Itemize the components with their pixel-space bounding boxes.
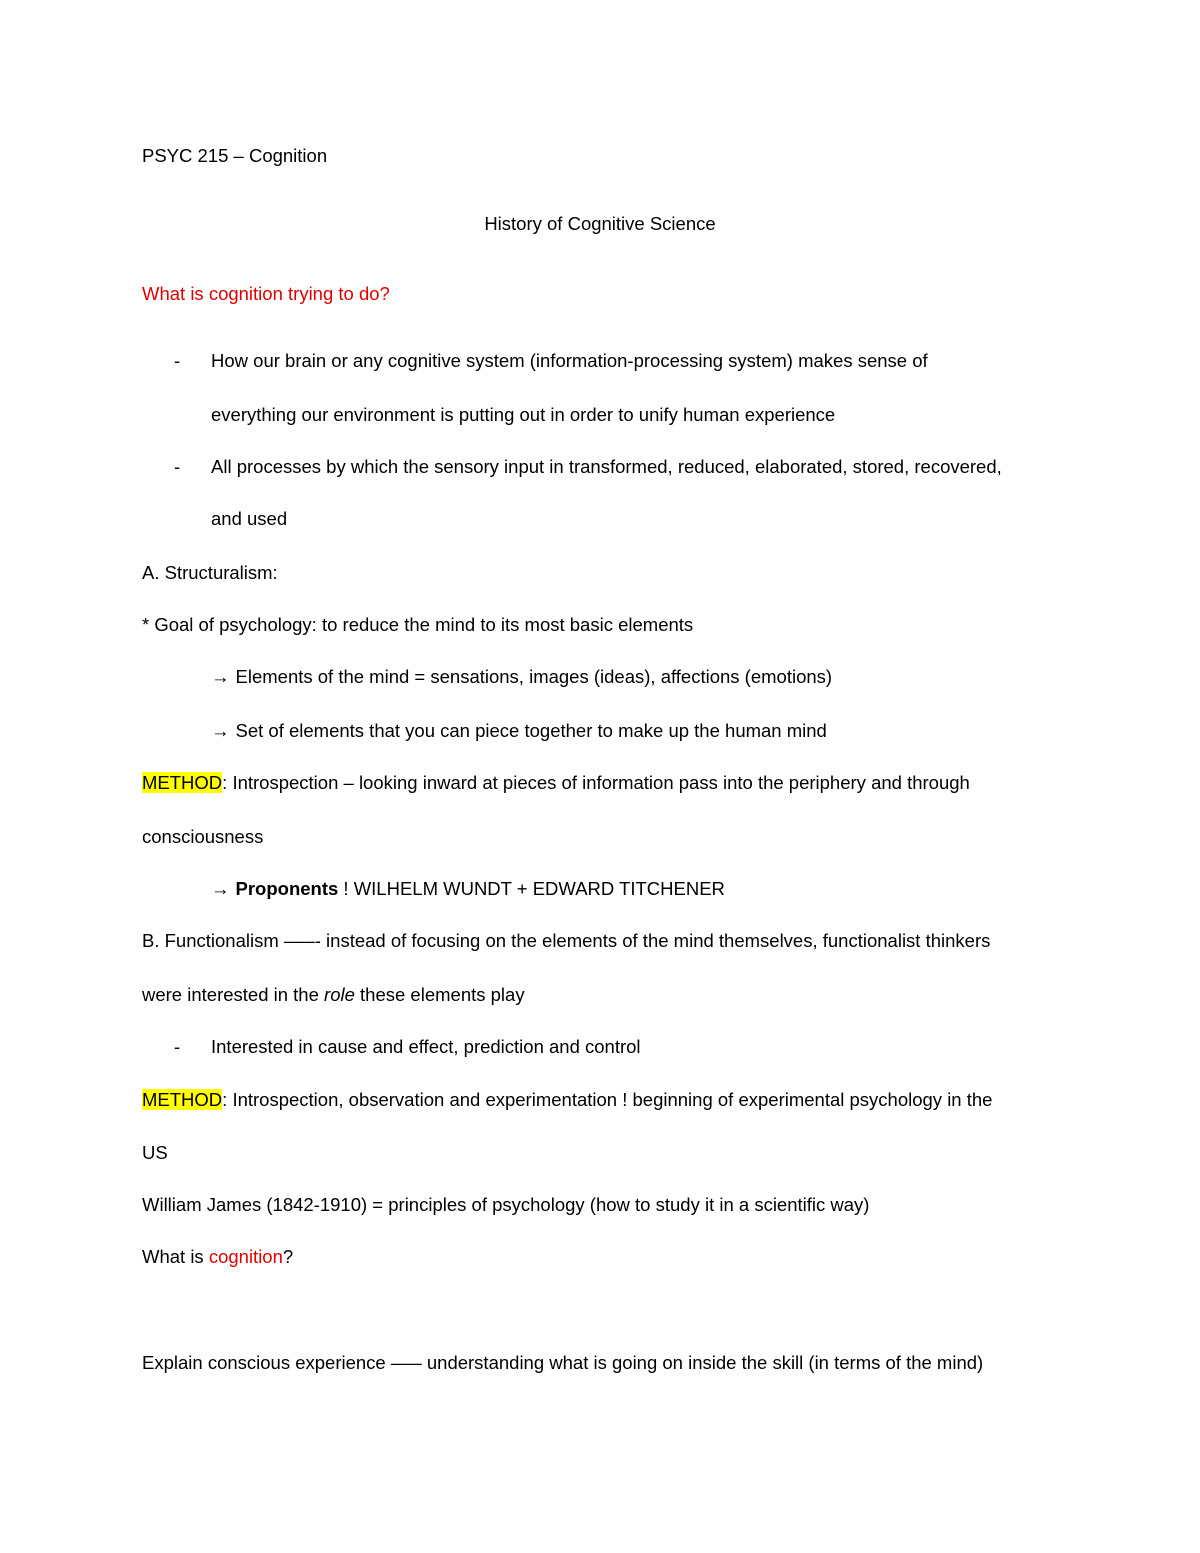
section-question: What is cognition trying to do? [142,283,390,304]
point-text: Elements of the mind = sensations, images (ideas), affections (emotions) [235,666,833,687]
proponents-text: ! WILHELM WUNDT + EDWARD TITCHENER [338,878,725,899]
explain-line: Explain conscious experience ––– understanding what is going on inside the skill (in terms of the mind) [142,1352,984,1373]
page-title: History of Cognitive Science [484,213,716,234]
bullet-line: everything our environment is putting out in order to unify human experience [211,404,836,425]
william-james-line: William James (1842-1910) = principles of psychology (how to study it in a scientific way) [142,1194,870,1215]
text-segment: ? [282,1246,294,1267]
what-is-cognition [142,1245,293,1269]
method-label: METHOD [142,772,223,793]
structuralism-goal: * Goal of psychology: to reduce the mind to its most basic elements [142,614,694,635]
italic-term: role [324,984,355,1005]
method-continuation: US [142,1142,168,1163]
bullet-dash: - [174,1036,181,1057]
functionalism-heading: B. Functionalism –––- instead of focusing on the elements of the mind themselves, functionalist thinkers [142,930,991,951]
text-segment: were interested in the [142,984,325,1005]
method-continuation: consciousness [142,826,264,847]
text-segment: What is [142,1246,209,1267]
functionalism-bullet: Interested in cause and effect, prediction and control [211,1036,641,1057]
proponents-line [211,877,725,901]
bullet-line: All processes by which the sensory input in transformed, reduced, elaborated, stored, recovered, [211,456,1002,477]
arrow-right-icon: → [211,878,230,899]
method-label: METHOD [142,1089,223,1110]
structuralism-point [211,719,827,743]
point-text: Set of elements that you can piece together to make up the human mind [235,720,827,741]
highlighted-term: cognition [208,1246,283,1267]
functionalism-method [142,1088,992,1112]
functionalism-continuation [142,983,525,1007]
bullet-dash: - [174,350,181,371]
bullet-line: and used [211,508,288,529]
structuralism-method [142,771,970,795]
method-text: : Introspection, observation and experimentation ! beginning of experimental psychology in the [222,1089,993,1110]
arrow-right-icon: → [211,666,230,687]
arrow-right-icon: → [211,720,230,741]
bullet-dash: - [174,456,181,477]
proponents-label: Proponents [235,878,339,899]
structuralism-heading: A. Structuralism: [142,562,278,583]
text-segment: these elements play [354,984,525,1005]
bullet-line: How our brain or any cognitive system (information-processing system) makes sense of [211,350,928,371]
method-text: : Introspection – looking inward at pieces of information pass into the periphery and through [222,772,970,793]
structuralism-point [211,665,832,689]
course-header: PSYC 215 – Cognition [142,145,328,166]
